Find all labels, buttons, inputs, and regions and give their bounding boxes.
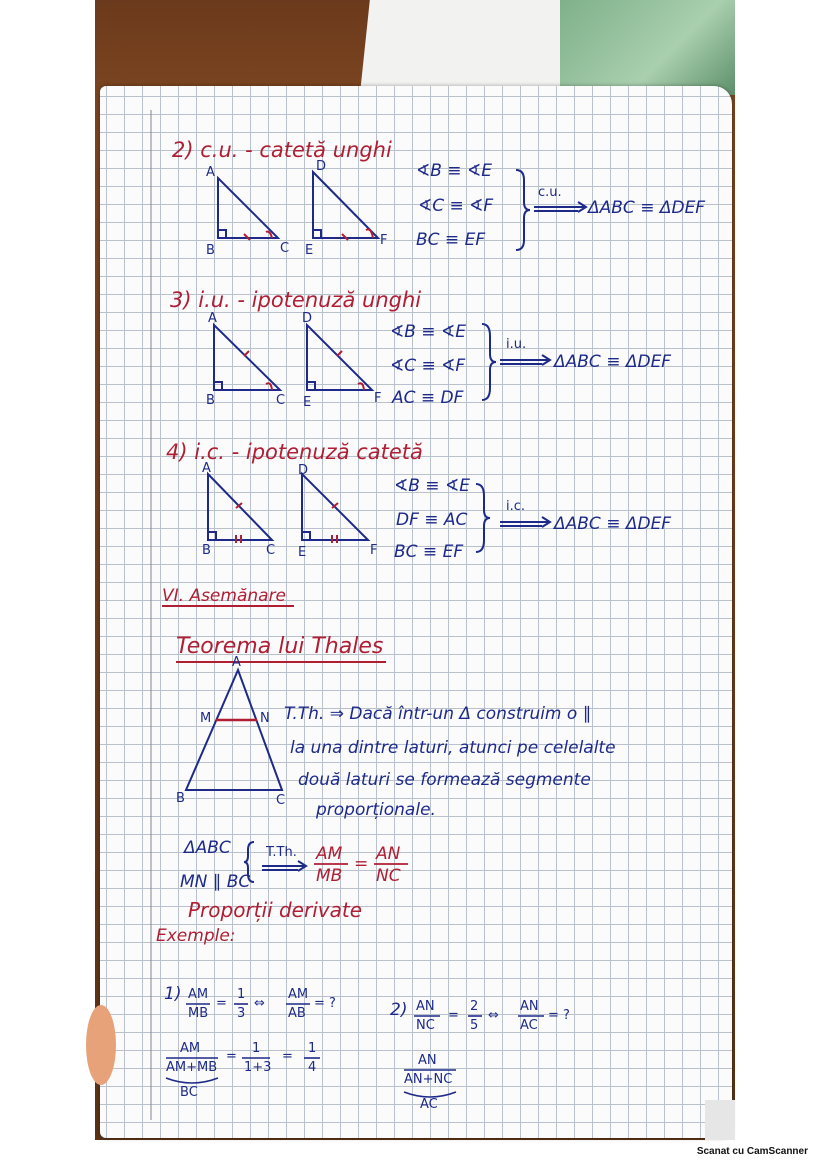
ex2-c: 2 — [470, 999, 479, 1014]
sec4-result: ΔABC ≡ ΔDEF — [554, 514, 672, 534]
sec3-result: ΔABC ≡ ΔDEF — [554, 352, 672, 372]
sec4-heading: 4) i.c. - ipotenuză catetă — [166, 440, 423, 464]
thales-text-line-2: la una dintre laturi, atunci pe celelalte — [290, 738, 616, 758]
ex2-h: AN+NC — [404, 1072, 453, 1087]
tth-frac1-den: MB — [316, 866, 343, 886]
sec3-label-f: F — [374, 391, 382, 406]
sec4-triangles — [208, 474, 368, 540]
tth-hyp-1: ΔABC — [184, 838, 231, 858]
sec2-criterion: c.u. — [538, 185, 562, 200]
sec2-cond-1: ∢B ≡ ∢E — [416, 161, 492, 181]
sec4-cond-3: BC ≡ EF — [394, 542, 464, 562]
thales-triangle — [186, 670, 282, 790]
ex1-c: 1 — [237, 987, 246, 1002]
sec2-label-a: A — [206, 165, 215, 180]
sec6-heading: VI. Asemănare — [162, 586, 287, 606]
ex1-eq1: = — [216, 996, 227, 1011]
ex2-eq1: = — [448, 1008, 459, 1023]
ex1-h: AM+MB — [166, 1060, 218, 1075]
sec2-cond-3: BC ≡ EF — [416, 230, 486, 250]
ex1-question: = ? — [314, 996, 336, 1011]
tth-frac2-den: NC — [376, 866, 401, 886]
ex1-l: 4 — [308, 1060, 317, 1075]
ex1-k: 1 — [308, 1041, 317, 1056]
ex2-brace: AC — [420, 1097, 438, 1112]
tth-hyp-2: MN ∥ BC — [180, 872, 251, 892]
sec3-heading: 3) i.u. - ipotenuză unghi — [170, 288, 422, 312]
sec4-cond-1: ∢B ≡ ∢E — [394, 476, 470, 496]
sec2-label-d: D — [316, 159, 327, 174]
sec3-label-e: E — [303, 395, 312, 410]
ex1-d: 3 — [237, 1006, 246, 1021]
sec2-heading: 2) c.u. - catetă unghi — [172, 138, 392, 162]
tth-frac2-num: AN — [376, 844, 401, 864]
tth-equals: = — [354, 854, 369, 874]
ex2-d: 5 — [470, 1018, 479, 1033]
ex1-brace: BC — [180, 1085, 198, 1100]
sec4-criterion: i.c. — [506, 499, 526, 514]
sec3-marks — [244, 351, 364, 390]
ex2-b: NC — [416, 1018, 435, 1033]
ex1-j: 1+3 — [244, 1060, 272, 1075]
thales-label-a: A — [232, 655, 241, 670]
sec3-label-c: C — [276, 393, 286, 408]
sec4-label-e: E — [298, 545, 307, 560]
ex2-f: AC — [520, 1018, 538, 1033]
ex1-e: AM — [288, 987, 309, 1002]
sec3-label-b: B — [206, 393, 215, 408]
ex2-iff: ⇔ — [488, 1008, 499, 1023]
sec3-triangles — [214, 325, 372, 390]
thales-title: Teorema lui Thales — [176, 634, 384, 659]
sec2-label-c: C — [280, 241, 290, 256]
ex1-number: 1) — [164, 984, 182, 1004]
sec4-label-a: A — [202, 461, 211, 476]
sec3-cond-2: ∢C ≡ ∢F — [390, 356, 466, 376]
thales-label-m: M — [200, 711, 212, 726]
ex1-g: AM — [180, 1041, 201, 1056]
ex2-number: 2) — [390, 1000, 408, 1020]
ex1-eq2: = — [226, 1049, 237, 1064]
sec2-label-f: F — [380, 233, 388, 248]
sec4-cond-2: DF ≡ AC — [396, 510, 468, 530]
examples-heading: Exemple: — [156, 926, 236, 946]
thales-text-line-4: proporționale. — [316, 800, 436, 820]
ex1-b: MB — [188, 1006, 209, 1021]
derived-heading: Proporții derivate — [188, 898, 363, 922]
sec4-label-d: D — [298, 463, 309, 478]
sec4-marks — [236, 503, 338, 543]
ex1-i: 1 — [252, 1041, 261, 1056]
sec4-label-b: B — [202, 543, 211, 558]
ex1-f: AB — [288, 1006, 306, 1021]
thales-text-line-1: T.Th. ⇒ Dacă într-un Δ construim o ∥ — [284, 704, 592, 724]
sec2-label-e: E — [305, 243, 314, 258]
ex1-eq3: = — [282, 1049, 293, 1064]
ex2-question: = ? — [548, 1008, 570, 1023]
scanner-watermark: Scanat cu CamScanner — [696, 1146, 808, 1157]
thales-text-line-3: două laturi se formează segmente — [298, 770, 591, 790]
sec2-cond-2: ∢C ≡ ∢F — [418, 196, 494, 216]
ex2-g: AN — [418, 1053, 437, 1068]
tth-frac1-num: AM — [316, 844, 343, 864]
ex2-e: AN — [520, 999, 539, 1014]
sec3-label-a: A — [208, 311, 217, 326]
sec3-cond-3: AC ≡ DF — [392, 388, 464, 408]
sec3-label-d: D — [302, 311, 313, 326]
sec2-triangle-abc — [218, 178, 278, 238]
tth-criterion: T.Th. — [266, 845, 297, 860]
sec2-label-b: B — [206, 243, 215, 258]
ex2-a: AN — [416, 999, 435, 1014]
sec2-triangle-def — [313, 172, 378, 238]
ex1-a: AM — [188, 987, 209, 1002]
sec2-result: ΔABC ≡ ΔDEF — [588, 198, 706, 218]
sec3-criterion: i.u. — [506, 337, 527, 352]
thales-label-b: B — [176, 791, 185, 806]
ex1-iff: ⇔ — [254, 996, 265, 1011]
sec4-label-c: C — [266, 543, 276, 558]
thales-label-c: C — [276, 793, 286, 808]
sec3-cond-1: ∢B ≡ ∢E — [390, 322, 466, 342]
thales-label-n: N — [260, 711, 270, 726]
sec4-label-f: F — [370, 543, 378, 558]
